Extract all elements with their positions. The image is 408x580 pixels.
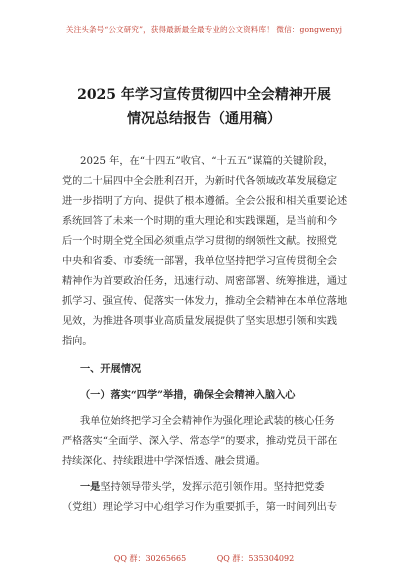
paragraph-text: 坚持领导带头学，发挥示范引领作用。坚持把党委 xyxy=(100,482,325,493)
body-line: 2025 年，在“十四五”收官、“十五五”谋篇的关键阶段， xyxy=(80,156,334,167)
body-line: （党组）理论学习中心组学习作为重要抓手，第一时间列出专 xyxy=(62,502,338,513)
body-line: 党的二十届四中全会胜利召开，为新时代各领域改革发展稳定 xyxy=(62,176,338,187)
body-line: 系统回答了未来一个时期的重大理论和实践课题，是当前和今 xyxy=(62,216,338,227)
body-line: 后一个时期全党全国必须重点学习贯彻的纲领性文献。按照党 xyxy=(62,236,338,247)
subsection-heading: （一）落实“四学”举措，确保全会精神入脑入心 xyxy=(80,389,296,401)
doc-title-line2: 情况总结报告（通用稿） xyxy=(127,111,281,127)
body-line: 精神作为首要政治任务，迅速行动、周密部署、统筹推进，通过 xyxy=(62,276,348,287)
body-line: 严格落实“全面学、深入学、常态学”的要求，推动党员干部在 xyxy=(62,436,338,447)
section-heading: 一、开展情况 xyxy=(80,363,142,375)
doc-title-line1: 2025 年学习宣传贯彻四中全会精神开展 xyxy=(77,87,331,103)
footer xyxy=(0,553,408,564)
paragraph-lead: 一是 xyxy=(80,481,101,493)
body-line: 抓学习、强宣传、促落实一体发力，推动全会精神在本单位落地 xyxy=(62,296,348,307)
body-line: 指向。 xyxy=(62,336,93,347)
qq-group-2: QQ 群：535304092 xyxy=(216,554,295,563)
qq-group-1: QQ 群：30265665 xyxy=(113,554,187,563)
promo-header: 关注头条号“公文研究”，获得最新最全最专业的公文资料库！ 微信：gongwenyj xyxy=(65,25,343,34)
body-line: 持续深化、持续跟进中学深悟透、融会贯通。 xyxy=(62,456,266,467)
body-line xyxy=(80,478,362,493)
body-line: 见效，为推进各项事业高质量发展提供了坚实思想引领和实践 xyxy=(62,316,338,327)
body-line: 我单位始终把学习全会精神作为强化理论武装的核心任务 xyxy=(80,416,335,427)
body-line: 中央和省委、市委统一部署，我单位坚持把学习宣传贯彻全会 xyxy=(62,256,338,267)
body-line: 进一步指明了方向、提供了根本遵循。全会公报和相关重要论述 xyxy=(62,196,348,207)
